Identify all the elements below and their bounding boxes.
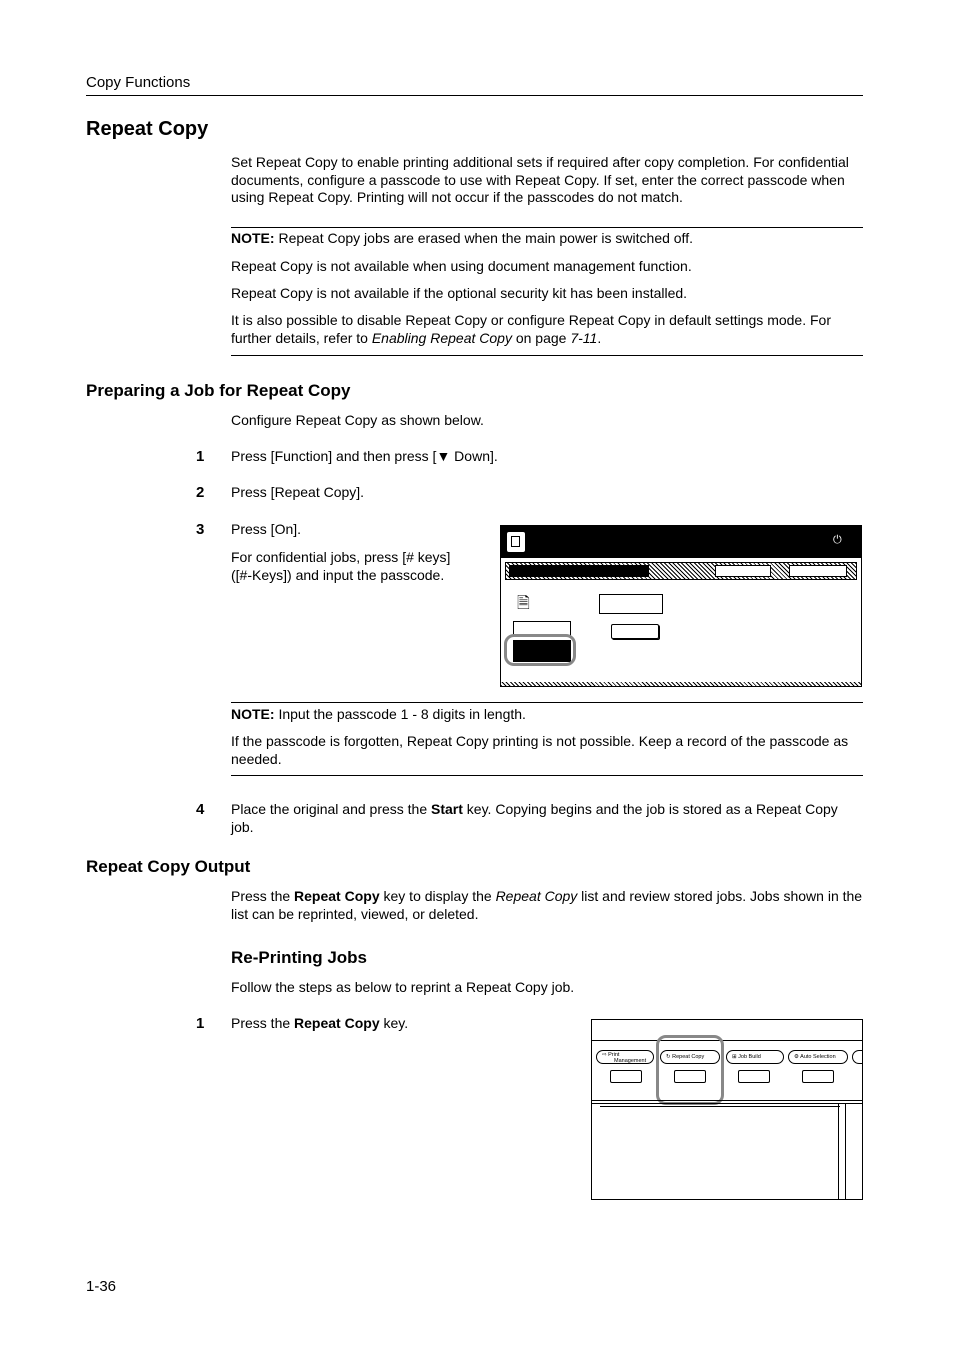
hash-keys-button[interactable]: [611, 624, 659, 639]
step-number: 1: [196, 448, 205, 465]
step-text: Press [Repeat Copy].: [231, 484, 365, 500]
step-text-part: Press the: [231, 1015, 295, 1031]
power-icon: ⏻: [833, 534, 842, 546]
screen-name: Repeat Copy: [495, 888, 578, 904]
note-text: on page: [511, 329, 571, 346]
step-detail: For confidential jobs, press [# keys] ([#-Keys]) and input the passcode.: [231, 549, 451, 583]
panel-top-line: [592, 1040, 862, 1041]
running-header: Copy Functions: [86, 74, 191, 91]
screen-back-button[interactable]: [715, 565, 771, 577]
step-number: 4: [196, 801, 205, 818]
step-number: 2: [196, 484, 205, 501]
note-text: Input the passcode 1 - 8 digits in length.: [274, 706, 526, 722]
step-text: [231, 801, 863, 836]
panel-divider: [592, 1100, 862, 1104]
key-label: Auto Selection: [800, 1054, 836, 1060]
note-rule-bottom: [231, 775, 863, 776]
step-text-part: key. Copying begins and the job is stored as a Repeat Copy job.: [231, 801, 838, 835]
note-line-2: If the passcode is forgotten, Repeat Copy printing is not possible. Keep a record of the passcode as needed.: [231, 733, 849, 767]
panel-edge-line: [845, 1104, 846, 1200]
key-label: Job Build: [738, 1054, 761, 1060]
highlight-ring: [504, 634, 576, 666]
step-text-part: Place the original and press the: [231, 801, 432, 817]
repeat-copy-key-label: Repeat Copy: [294, 1015, 380, 1031]
screen-top-bar: [501, 526, 861, 558]
note-text: It is also possible to disable Repeat Copy or configure Repeat Copy in default settings mode. For further details, refer to: [231, 312, 831, 346]
screen-title-bar: [509, 565, 649, 577]
text-part: key to display the: [379, 888, 496, 904]
panel-inner-line: [600, 1106, 840, 1107]
step-text-part: key.: [379, 1015, 409, 1031]
touch-panel-illustration: [500, 525, 862, 687]
print-management-indicator: [610, 1070, 642, 1083]
note-rule-bottom: [231, 355, 863, 356]
start-key-label: Start: [431, 801, 463, 817]
note-rule-top: [231, 702, 863, 703]
repeat-icon: ↻: [666, 1054, 673, 1060]
partial-key[interactable]: [852, 1050, 863, 1064]
auto-selection-key[interactable]: [788, 1050, 848, 1064]
control-panel-illustration: [591, 1019, 863, 1200]
highlight-ring: [656, 1035, 724, 1105]
step-number: 3: [196, 521, 205, 538]
subsection-heading: Re-Printing Jobs: [231, 948, 368, 967]
note-line-2: Repeat Copy is not available when using document management function.: [231, 258, 692, 274]
step-text: Press [Function] and then press [▼ Down].: [231, 448, 498, 464]
note-text: Repeat Copy jobs are erased when the main power is switched off.: [274, 230, 693, 246]
key-label: Management: [614, 1058, 647, 1064]
auto-selection-icon: ⚙: [794, 1054, 801, 1060]
key-label: Repeat Copy: [672, 1054, 705, 1060]
job-build-icon: ⊞: [732, 1054, 739, 1060]
text-part: list and review stored jobs. Jobs shown in the list can be reprinted, viewed, or deleted.: [231, 888, 863, 922]
page-number: 1-36: [86, 1278, 117, 1295]
repeat-copy-key-label: Repeat Copy: [294, 888, 380, 904]
passcode-field[interactable]: [599, 594, 663, 614]
section-paragraph: [231, 888, 863, 923]
step-text: [231, 1015, 408, 1033]
text-part: Press the: [231, 888, 295, 904]
document-icon: [507, 532, 525, 552]
page-reference: 7-11: [570, 329, 598, 346]
repeat-copy-mode-icon: 🗎: [517, 595, 530, 612]
note-line-3: Repeat Copy is not available if the optional security kit has been installed.: [231, 285, 688, 301]
header-rule: [86, 95, 863, 96]
print-management-key[interactable]: [596, 1050, 654, 1064]
arrow-icon: ⇨: [602, 1052, 609, 1058]
step-text: Press [On].: [231, 521, 302, 537]
cross-reference-link[interactable]: Enabling Repeat Copy: [371, 329, 512, 346]
note-label: NOTE:: [231, 706, 275, 722]
section-heading-output: Repeat Copy Output: [86, 857, 251, 876]
page-title: Repeat Copy: [86, 118, 209, 140]
job-build-key[interactable]: [726, 1050, 784, 1064]
note-line-4: [231, 312, 863, 347]
key-label: Print: [608, 1052, 620, 1058]
step-number: 1: [196, 1015, 205, 1032]
note-rule-top: [231, 227, 863, 228]
auto-selection-indicator: [802, 1070, 834, 1083]
section-intro: Configure Repeat Copy as shown below.: [231, 412, 484, 428]
job-build-indicator: [738, 1070, 770, 1083]
note-line-1: [231, 706, 863, 724]
note-text: .: [597, 329, 602, 346]
note-line-1: [231, 230, 863, 248]
panel-edge-line: [838, 1104, 839, 1200]
screen-close-button[interactable]: [789, 565, 847, 577]
intro-paragraph: Set Repeat Copy to enable printing additional sets if required after copy completion. For confidential documents, configure a passcode to use with Repeat Copy. If set, enter the correct passcode when using Repeat Copy. Printing will not occur if the passcodes do not match.: [231, 154, 849, 205]
subsection-intro: Follow the steps as below to reprint a Repeat Copy job.: [231, 979, 575, 995]
screen-bottom-strip: [501, 682, 861, 686]
section-heading-preparing: Preparing a Job for Repeat Copy: [86, 381, 351, 400]
note-label: NOTE:: [231, 230, 275, 246]
